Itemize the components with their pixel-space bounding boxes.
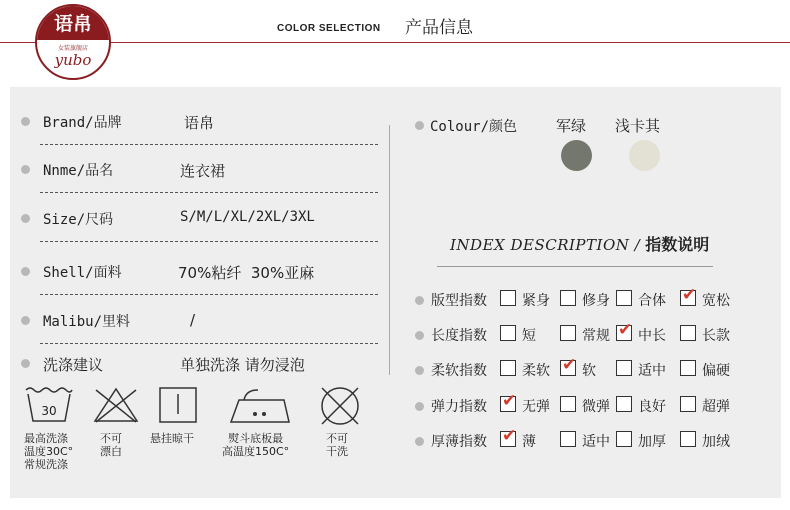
hang-dry-icon	[158, 386, 200, 424]
index-checkbox[interactable]	[680, 285, 697, 306]
index-row	[415, 320, 775, 349]
colour-name-army-green: 军绿	[556, 117, 587, 135]
checkmark-icon: ✔	[502, 391, 517, 411]
index-option-label: 加厚	[638, 434, 666, 450]
index-option-label: 微弹	[582, 399, 610, 415]
index-checkbox[interactable]	[616, 396, 632, 412]
column-divider	[389, 125, 390, 375]
index-checkbox[interactable]	[500, 325, 516, 341]
checkmark-icon: ✔	[502, 426, 517, 446]
index-bullet	[415, 366, 424, 375]
page-title: 产品信息	[405, 18, 473, 38]
index-title-cn: 指数说明	[645, 235, 710, 254]
index-option-label: 适中	[582, 434, 610, 450]
color-selection-label: COLOR SELECTION	[277, 23, 381, 34]
index-option-label: 薄	[522, 434, 536, 450]
spec-bullet	[21, 359, 30, 368]
index-checkbox[interactable]	[560, 290, 576, 306]
index-title-en: INDEX DESCRIPTION /	[450, 236, 641, 254]
spec-value: 连衣裙	[180, 162, 226, 180]
logo-script: yubo	[54, 51, 92, 69]
care-label-dry: 悬挂晾干	[150, 432, 194, 445]
index-checkbox[interactable]	[560, 325, 576, 341]
index-option-label: 中长	[638, 328, 666, 344]
care-label-wash: 最高洗涤 温度30C° 常规洗涤	[24, 432, 74, 471]
spec-bullet	[21, 165, 30, 174]
care-label-bleach: 不可 漂白	[100, 432, 122, 458]
spec-label: Nnme/品名	[43, 163, 114, 179]
index-option-label: 常规	[582, 328, 610, 344]
index-option-label: 无弹	[522, 399, 550, 415]
index-checkbox[interactable]	[680, 360, 696, 376]
spec-label: Shell/面料	[43, 265, 122, 281]
header-rule	[0, 42, 790, 43]
row-divider	[40, 241, 378, 242]
index-option-label: 加绒	[702, 434, 730, 450]
logo-text: 语帛	[37, 6, 109, 40]
index-name: 版型指数	[431, 293, 487, 309]
index-option-label: 长款	[702, 328, 730, 344]
index-row	[415, 355, 775, 384]
index-checkbox[interactable]	[680, 325, 696, 341]
index-option-label: 柔软	[522, 363, 550, 379]
iron-150-icon	[228, 386, 292, 426]
index-checkbox[interactable]	[560, 355, 577, 376]
spec-bullet	[21, 267, 30, 276]
checkmark-icon: ✔	[682, 285, 697, 305]
index-option-label: 合体	[638, 293, 666, 309]
care-label-dryclean: 不可 干洗	[326, 432, 348, 458]
index-checkbox[interactable]	[560, 396, 576, 412]
spec-label: Malibu/里料	[43, 314, 131, 330]
colour-swatch-light-khaki[interactable]	[629, 140, 660, 171]
index-checkbox[interactable]	[680, 396, 696, 412]
index-bullet	[415, 402, 424, 411]
index-checkbox[interactable]	[500, 290, 516, 306]
row-divider	[40, 343, 378, 344]
no-dryclean-icon	[316, 384, 364, 428]
index-row	[415, 285, 775, 314]
index-option-label: 短	[522, 328, 536, 344]
index-option-label: 良好	[638, 399, 666, 415]
row-divider	[40, 192, 378, 193]
index-checkbox[interactable]	[560, 431, 576, 447]
index-checkbox[interactable]	[616, 360, 632, 376]
colour-name-light-khaki: 浅卡其	[615, 117, 661, 135]
logo-subtitle: 女装旗舰店	[57, 45, 88, 52]
spec-value: 单独洗涤 请勿浸泡	[180, 356, 305, 374]
spec-bullet	[21, 117, 30, 126]
index-rule	[437, 266, 713, 267]
index-row	[415, 426, 775, 455]
index-name: 弹力指数	[431, 399, 487, 415]
spec-label: 洗涤建议	[43, 356, 104, 374]
care-label-iron: 熨斗底板最 高温度150C°	[222, 432, 290, 458]
index-option-label: 紧身	[522, 293, 550, 309]
index-checkbox[interactable]	[680, 431, 696, 447]
index-option-label: 偏硬	[702, 363, 730, 379]
spec-value: S/M/L/XL/2XL/3XL	[180, 209, 315, 225]
row-divider	[40, 294, 378, 295]
index-checkbox[interactable]	[616, 431, 632, 447]
index-option-label: 宽松	[702, 293, 730, 309]
index-bullet	[415, 331, 424, 340]
spec-bullet	[21, 316, 30, 325]
spec-label: Size/尺码	[43, 212, 114, 228]
spec-label: Brand/品牌	[43, 115, 122, 131]
brand-logo	[35, 4, 111, 80]
checkmark-icon: ✔	[562, 355, 577, 375]
index-title	[450, 232, 709, 255]
index-checkbox[interactable]	[500, 391, 517, 412]
index-checkbox[interactable]	[616, 290, 632, 306]
index-option-label: 修身	[582, 293, 610, 309]
spec-bullet	[21, 214, 30, 223]
index-option-label: 超弹	[702, 399, 730, 415]
index-checkbox[interactable]	[616, 320, 633, 341]
index-checkbox[interactable]	[500, 426, 517, 447]
colour-label: Colour/颜色	[430, 119, 518, 135]
spec-value: 语帛	[184, 114, 215, 132]
index-checkbox[interactable]	[500, 360, 516, 376]
index-bullet	[415, 437, 424, 446]
colour-swatch-army-green[interactable]	[561, 140, 592, 171]
index-option-label: 软	[582, 363, 596, 379]
spec-value: 70%粘纤 30%亚麻	[178, 264, 315, 282]
index-name: 柔软指数	[431, 363, 487, 379]
index-option-label: 适中	[638, 363, 666, 379]
no-bleach-icon	[92, 386, 140, 424]
wash-temp: 30	[41, 404, 57, 418]
index-row	[415, 391, 775, 420]
row-divider	[40, 144, 378, 145]
index-name: 厚薄指数	[431, 434, 487, 450]
spec-value: /	[190, 311, 196, 329]
index-bullet	[415, 296, 424, 305]
wash-30-icon	[24, 385, 74, 425]
checkmark-icon: ✔	[618, 320, 633, 340]
index-name: 长度指数	[431, 328, 487, 344]
colour-bullet	[415, 121, 424, 130]
